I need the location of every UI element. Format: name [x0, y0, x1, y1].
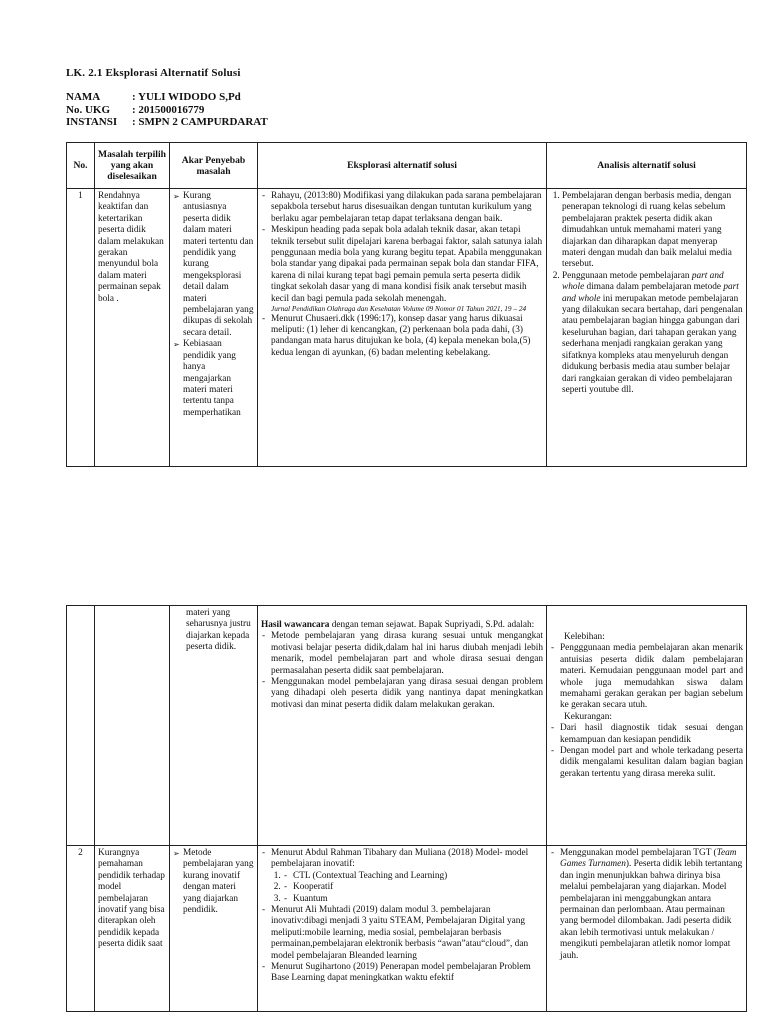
header-row — [67, 143, 747, 189]
col-header-analisis: Analisis alternatif solusi — [547, 143, 747, 189]
row-number: 2 — [67, 846, 95, 1012]
document-title: LK. 2.1 Eksplorasi Alternatif Solusi — [66, 67, 241, 79]
identity-block — [66, 91, 268, 129]
analisis-cell — [547, 189, 747, 467]
masalah-cell: Rendahnya keaktifan dan ketertarikan peserta didik dalam melakukan gerakan menyundul bola dalam materi permainan sepak bola . — [95, 189, 170, 467]
meta-row-ukg — [66, 104, 268, 117]
akar-item: ➢ Kebiasaan pendidik yang hanya mengajarkan materi materi tertentu tanpa memperhatikan — [173, 339, 254, 419]
analisis-text: Penggunaan metode pembelajaran — [562, 270, 692, 281]
analisis-text: ini merupakan metode pembelajaran yang dilakukan secara bertahap, dari pengenalan atau pembelajaran bagian hingga gabungan dari keseluruhan bagian, dari tahapan gerakan yang sederhana menjadi rangkaian gerakan yang sifatknya kompleks atau menyeluruh dengan didukung berbasis media atau sumber belajar dari rangkaian gerakan di video pembelajaran seperti youtube dll. — [562, 293, 743, 395]
eksplorasi-cell — [258, 189, 547, 467]
table-row — [67, 846, 747, 1012]
model-item: - 2. Kooperatif — [283, 882, 543, 893]
col-header-akar: Akar Penyebab masalah — [170, 143, 258, 189]
kelebihan-item: - Pengggunaan media pembelajaran akan menarik antuisias peserta didik dalam pembelajaran materi. Kemudaian penggunaan model part and whole juga memudahkan siswa dalam memahami gerakan gerakan per bagian sebelum ke gerakan secara utuh. — [550, 643, 743, 711]
hasil-wawancara — [261, 620, 543, 631]
row-number — [67, 606, 95, 846]
col-header-eksplorasi: Eksplorasi alternatif solusi — [258, 143, 547, 189]
kelebihan-label: Kelebihan: — [564, 632, 605, 642]
eksplorasi-item: - Rahayu, (2013:80) Modifikasi yang dilakukan pada sarana pembelajaran sepakbola tersebut harus disesuaikan dengan tuntutan kurikulum yang berlaku agar pembelajaran tetap dapat terlaksana dengan baik. — [261, 191, 543, 225]
eksplorasi-text: Menurut Abdul Rahman Tibahary dan Muliana (2018) Model- model pembelajaran inovatif: — [271, 848, 529, 870]
eksplorasi-item: - Menurut Ali Muhtadi (2019) dalam modul 3. pembelajaran inovativ:dibagi menjadi 3 yaitu STEAM, Pembelajaran Digital yang meliputi:mobile learning, media sosial, pembelajaran berbasis permainan,pembelajaran elektronik berbasis “awan”atau“cloud”, dan model pembelajaran Bleanded learning — [261, 905, 543, 962]
analisis-cell — [547, 606, 747, 846]
meta-key: NAMA — [66, 91, 101, 103]
row-number: 1 — [67, 189, 95, 467]
analisis-text: dimana dalam pembelajaran metode — [584, 282, 724, 293]
meta-row-instansi — [66, 116, 268, 129]
masalah-cell — [95, 606, 170, 846]
analisis-text: Pembelajaran dengan berbasis media, dengan penerapan teknologi di ruang kelas sebelum pembelajaran praktek peserta didik akan dimudahkan untuk memahami materi yang diajarkan dan diharapkan dapat menyerap materi dengan mudah dan baik melalui media tersebut. — [562, 191, 732, 270]
eksplorasi-item: - Menurut Chusaeri.dkk (1996:17), konsep dasar yang harus dikuasai meliputi: (1) leher di kencangkan, (2) perkenaan bola pada dahi, (3) pandangan mata harus ditujukan ke bola, (4) kepala menekan bola,(5) kedua lengan di ayunkan, (6) badan melenting kebelakang. — [261, 314, 543, 360]
table-row — [67, 606, 747, 846]
analisis-text: Menggunakan model pembelajaran TGT ( — [560, 848, 717, 858]
analisis-cell — [547, 846, 747, 1012]
table-row — [67, 189, 747, 467]
analisis-italic: part and whole — [562, 270, 724, 293]
analisis-item — [562, 191, 743, 271]
analisis-text: ). Peserta didik lebih tertantang dan ingin menunjukkan bahwa dirinya bisa melalui pembelajaran yang diajarkan. Model pembelajaran ini menggabungkan antara permainan dan perlombaan. Atau permainan yang bermodel dilombakan. Jadi peserta didik akan lebih termotivasi untuk melakukan / mengikuti pembelajaran atletik nomor lompat jauh. — [560, 859, 743, 961]
masalah-cell: Kurangnya pemahaman pendidik terhadap model pembelajaran inovatif yang bisa diterapkan oleh pendidik kepada peserta didik saat — [95, 846, 170, 1012]
analisis-italic: Team Games Turnamen — [560, 848, 737, 870]
akar-cell: materi yang seharusnya justru diajarkan kepada peserta didik. — [170, 606, 258, 846]
col-header-no: No. — [67, 143, 95, 189]
kekurangan-item: - Dengan model part and whole terkadang peserta didik mengalami kesulitan dalam bagian bagian gerakan tertentu yang dirasa mereka sulit. — [550, 746, 743, 780]
akar-cell — [170, 846, 258, 1012]
meta-key: INSTANSI — [66, 116, 118, 128]
meta-key: No. UKG — [66, 103, 110, 116]
analisis-item — [550, 848, 743, 962]
solution-table-page2 — [66, 605, 747, 1012]
meta-value: : SMPN 2 CAMPURDARAT — [132, 116, 268, 128]
meta-row-name — [66, 91, 268, 104]
hasil-text: dengan teman sejawat. Bapak Supriyadi, S.Pd. adalah: — [329, 620, 535, 630]
eksplorasi-item: - Menggunakan model pembelajaran yang dirasa sesuai dengan problem yang dihadapi oleh peserta didik yang nantinya dapat meningkatkan motivasi dan minat peserta didik dalam melakukan gerakan. — [261, 677, 543, 711]
akar-item: ➢ Kurang antusiasnya peserta didik dalam materi materi tertentu dan pendidik yang kurang mengeksplorasi detail dalam materi pembelajaran yang dikupas di sekolah secara detail. — [173, 191, 254, 339]
eksplorasi-item: - Menurut Sugihartono (2019) Penerapan model pembelajaran Problem Base Learning dapat meningkatkan waktu efektif — [261, 962, 543, 985]
eksplorasi-item: - Meskipun heading pada sepak bola adalah teknik dasar, akan tetapi teknik tersebut sulit dipelajari karena berbagai faktor, salah satunya ialah penggunaan media bola yang kurang begitu tepat. Apabila menggunakan bola standar yang dipakai pada permainan sepak bola dan standar FIFA, karena di nilai kurang tepat bagi pemain pemula serta peserta didik tingkat sekolah dasar yang di mana kondisi fisik anak tersebut masih kecil dan bagi pemula pada sekolah menengah. — [261, 225, 543, 305]
eksplorasi-item — [261, 848, 543, 905]
source-citation: Jurnal Pendidikan Olahraga dan Kesehatan Volume 09 Nomor 01 Tahun 2021, 19 – 24 — [271, 304, 527, 314]
model-item: - 1. CTL (Contextual Teaching and Learning) — [283, 871, 543, 882]
meta-value: : YULI WIDODO S,Pd — [132, 91, 241, 103]
model-item: - 3. Kuantum — [283, 894, 543, 905]
meta-value: : 201500016779 — [132, 103, 205, 116]
analisis-item — [562, 271, 743, 396]
analisis-italic: part and whole — [562, 282, 739, 304]
kekurangan-item: - Dari hasil diagnostik tidak sesuai dengan kemampuan dan kesiapan pendidik — [550, 723, 743, 746]
hasil-label: Hasil wawancara — [261, 620, 330, 630]
eksplorasi-cell — [258, 846, 547, 1012]
eksplorasi-cell — [258, 606, 547, 846]
solution-table-page1 — [66, 142, 747, 467]
col-header-masalah: Masalah terpilih yang akan diselesaikan — [95, 143, 170, 189]
akar-item: ➢ Metode pembelajaran yang kurang inovatif dengan materi yang diajarkan pendidik. — [173, 848, 254, 916]
akar-cell — [170, 189, 258, 467]
kekurangan-label: Kekurangan: — [564, 711, 613, 722]
eksplorasi-item: - Metode pembelajaran yang dirasa kurang sesuai untuk mengangkat motivasi belajar peserta didik,dalam hal ini harus diubah menjadi lebih menarik, model pembelajaran part and whole dirasa sesuai dengan permasalahan peserta didik saat pembelajaran. — [261, 631, 543, 677]
